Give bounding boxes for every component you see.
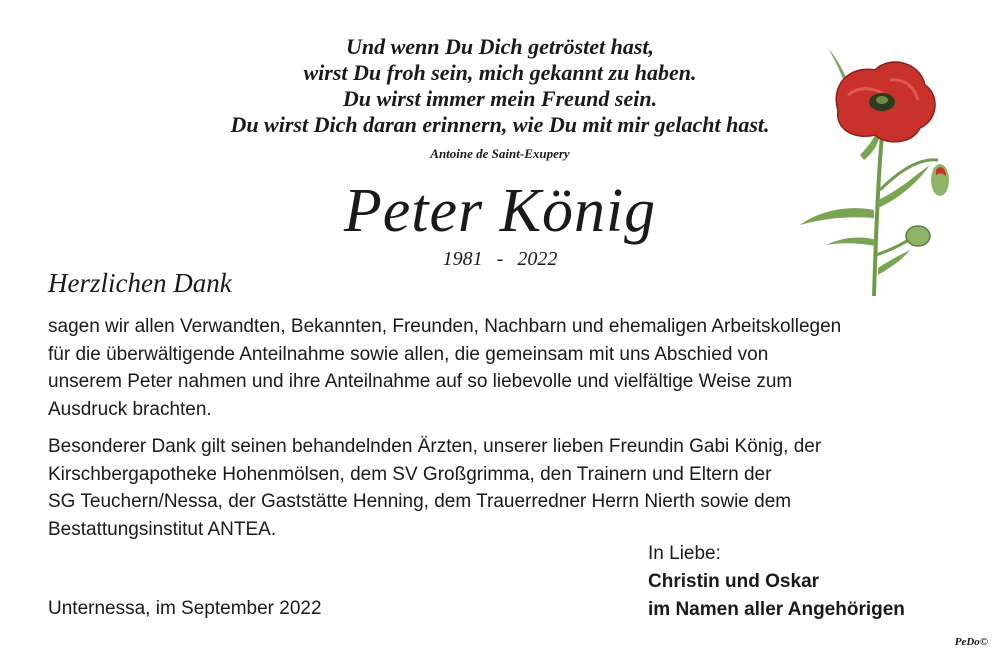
paragraph-line: Ausdruck brachten. bbox=[48, 398, 212, 420]
quote-line: Du wirst Dich daran erinnern, wie Du mit mir gelacht hast. bbox=[230, 112, 770, 137]
thanks-paragraph bbox=[48, 313, 968, 423]
deceased-name: Peter König bbox=[343, 177, 657, 245]
quote-line: Du wirst immer mein Freund sein. bbox=[342, 86, 658, 111]
place-date: Unternessa, im September 2022 bbox=[48, 598, 322, 619]
paragraph-line: sagen wir allen Verwandten, Bekannten, Freunden, Nachbarn und ehemaligen Arbeitskollegen bbox=[48, 316, 842, 337]
publisher-mark: PeDo© bbox=[954, 636, 988, 648]
death-year: 2022 bbox=[517, 248, 558, 270]
thanks-heading: Herzlichen Dank bbox=[48, 268, 232, 298]
signature-family: im Namen aller Angehörigen bbox=[648, 599, 905, 620]
paragraph-line: Kirschbergapotheke Hohenmölsen, dem SV Großgrimma, den Trainern und Eltern der bbox=[48, 463, 772, 485]
paragraph-line: für die überwältigende Anteilnahme sowie allen, die gemeinsam mit uns Abschied von bbox=[48, 343, 769, 365]
signature-block bbox=[648, 540, 905, 624]
poem-quote bbox=[130, 34, 870, 138]
paragraph-line: Besonderer Dank gilt seinen behandelnden Ärzten, unserer lieben Freundin Gabi König, der bbox=[48, 436, 822, 457]
paragraph-line: SG Teuchern/Nessa, der Gaststätte Henning, dem Trauerredner Herrn Nierth sowie dem bbox=[48, 491, 792, 512]
quote-line: Und wenn Du Dich getröstet hast, bbox=[345, 34, 655, 59]
paragraph-line: unserem Peter nahmen und ihre Anteilnahme auf so liebevolle und vielfältige Weise zum bbox=[48, 371, 793, 392]
quote-line: wirst Du froh sein, mich gekannt zu haben. bbox=[303, 60, 697, 85]
quote-author: Antoine de Saint-Exupery bbox=[430, 146, 570, 161]
signature-intro: In Liebe: bbox=[648, 543, 721, 564]
birth-year: 1981 bbox=[442, 248, 483, 270]
life-years bbox=[420, 248, 580, 271]
paragraph-line: Bestattungsinstitut ANTEA. bbox=[48, 518, 277, 540]
special-thanks-paragraph bbox=[48, 433, 968, 543]
poppy-flower-icon bbox=[790, 40, 960, 296]
signature-names: Christin und Oskar bbox=[648, 571, 820, 592]
year-separator: - bbox=[496, 248, 504, 270]
